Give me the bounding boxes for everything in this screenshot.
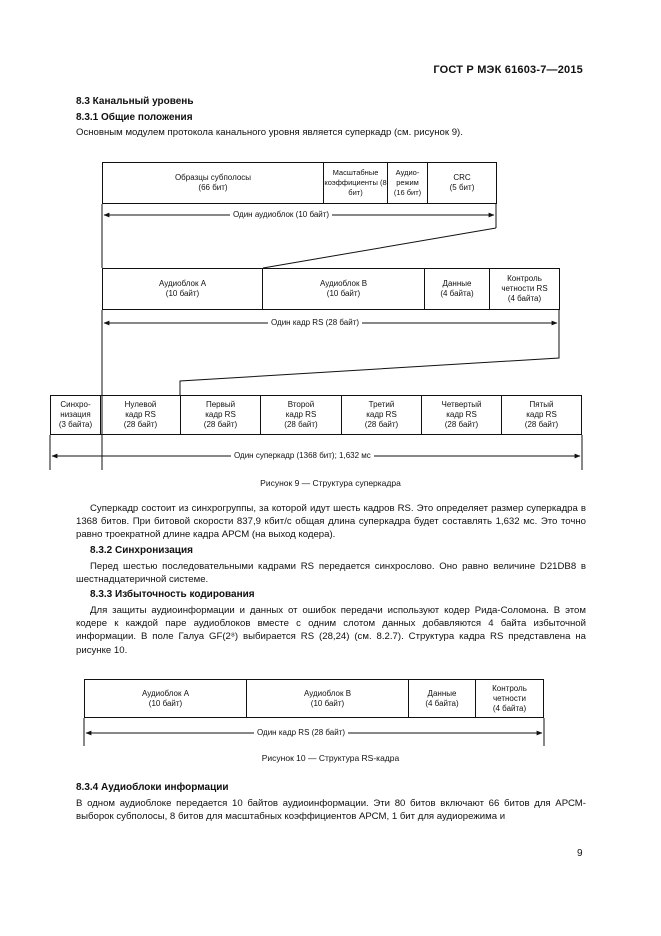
fig9-data-cell: Данные (4 байта) bbox=[424, 268, 490, 310]
fig9-audioblock-b-cell: Аудиоблок B (10 байт) bbox=[262, 268, 425, 310]
fig9-row1-dimension-label: Один аудиоблок (10 байт) bbox=[230, 210, 332, 219]
document-header: ГОСТ Р МЭК 61603-7—2015 bbox=[433, 64, 583, 76]
fig9-rs-parity-cell: Контроль четности RS (4 байта) bbox=[489, 268, 560, 310]
fig9-row2-dimension-label: Один кадр RS (28 байт) bbox=[268, 318, 362, 327]
figure-10-caption: Рисунок 10 — Структура RS-кадра bbox=[261, 753, 400, 763]
section-title-8-3-3: 8.3.3 Избыточность кодирования bbox=[90, 589, 255, 600]
section-8-3-3-text: Для защиты аудиоинформации и данных от ошибок передачи используют кодер Рида-Соломона. В этом кодере к каждой паре аудиоблоков вместе с одним слотом данных добавляются 4 байта избыточной информации. В поле Галуа GF(2⁸) выбирается RS (28,24) (см. 8.2.7). Структура кадра RS представлена на рисунке 10. bbox=[76, 605, 586, 656]
fig9-row3-dimension-label: Один суперкадр (1368 бит); 1,632 мс bbox=[231, 451, 374, 460]
fig9-audio-mode-cell: Аудио- режим (16 бит) bbox=[387, 162, 428, 204]
fig10-data-cell: Данные (4 байта) bbox=[408, 679, 476, 718]
section-8-3-4-text: В одном аудиоблоке передается 10 байтов аудиоинформации. Эти 80 битов включают 66 битов для АРСМ-выборок субполосы, 8 битов для масштабных коэффициентов АРСМ, 1 бит для аудиорежима и bbox=[76, 798, 586, 823]
fig9-rs-frame-3-cell: Третий кадр RS (28 байт) bbox=[341, 395, 422, 435]
fig10-audioblock-b-cell: Аудиоблок B (10 байт) bbox=[246, 679, 409, 718]
section-8-3-2-text: Перед шестью последовательными кадрами RS передается синхрослово. Оно равно величине D21DB8 в шестнадцатеричной системе. bbox=[76, 561, 586, 586]
fig10-parity-cell: Контроль четности (4 байта) bbox=[475, 679, 544, 718]
section-title-8-3-1: 8.3.1 Общие положения bbox=[76, 112, 193, 123]
fig9-scale-factors-cell: Масштабные коэффициенты (8 бит) bbox=[323, 162, 388, 204]
fig9-rs-frame-2-cell: Второй кадр RS (28 байт) bbox=[260, 395, 342, 435]
fig9-rs-frame-5-cell: Пятый кадр RS (28 байт) bbox=[501, 395, 582, 435]
figure-9-caption: Рисунок 9 — Структура суперкадра bbox=[260, 478, 401, 488]
fig9-subband-samples-cell: Образцы субполосы (66 бит) bbox=[102, 162, 324, 204]
superframe-paragraph: Суперкадр состоит из синхрогруппы, за которой идут шесть кадров RS. Это определяет размер суперкадра в 1368 битов. При битовой скорости 837,9 кбит/с общая длина суперкадра будет составлять 1,632 мс. Это точно равно троекратной длине кадра АРСМ (на выход кодера). bbox=[76, 503, 586, 541]
fig9-audioblock-a-cell: Аудиоблок A (10 байт) bbox=[102, 268, 263, 310]
page-number: 9 bbox=[577, 848, 583, 859]
fig10-dimension-label: Один кадр RS (28 байт) bbox=[254, 728, 348, 737]
fig9-rs-frame-0-cell: Нулевой кадр RS (28 байт) bbox=[100, 395, 181, 435]
fig10-audioblock-a-cell: Аудиоблок A (10 байт) bbox=[84, 679, 247, 718]
section-title-8-3-4: 8.3.4 Аудиоблоки информации bbox=[76, 782, 229, 793]
fig9-sync-cell: Синхро- низация (3 байта) bbox=[50, 395, 101, 435]
fig9-crc-cell: CRC (5 бит) bbox=[427, 162, 497, 204]
section-title-8-3-2: 8.3.2 Синхронизация bbox=[90, 545, 193, 556]
fig9-rs-frame-1-cell: Первый кадр RS (28 байт) bbox=[180, 395, 261, 435]
fig9-rs-frame-4-cell: Четвертый кадр RS (28 байт) bbox=[421, 395, 502, 435]
section-8-3-1-text: Основным модулем протокола канального уровня является суперкадр (см. рисунок 9). bbox=[76, 127, 463, 138]
section-title-8-3: 8.3 Канальный уровень bbox=[76, 96, 194, 107]
